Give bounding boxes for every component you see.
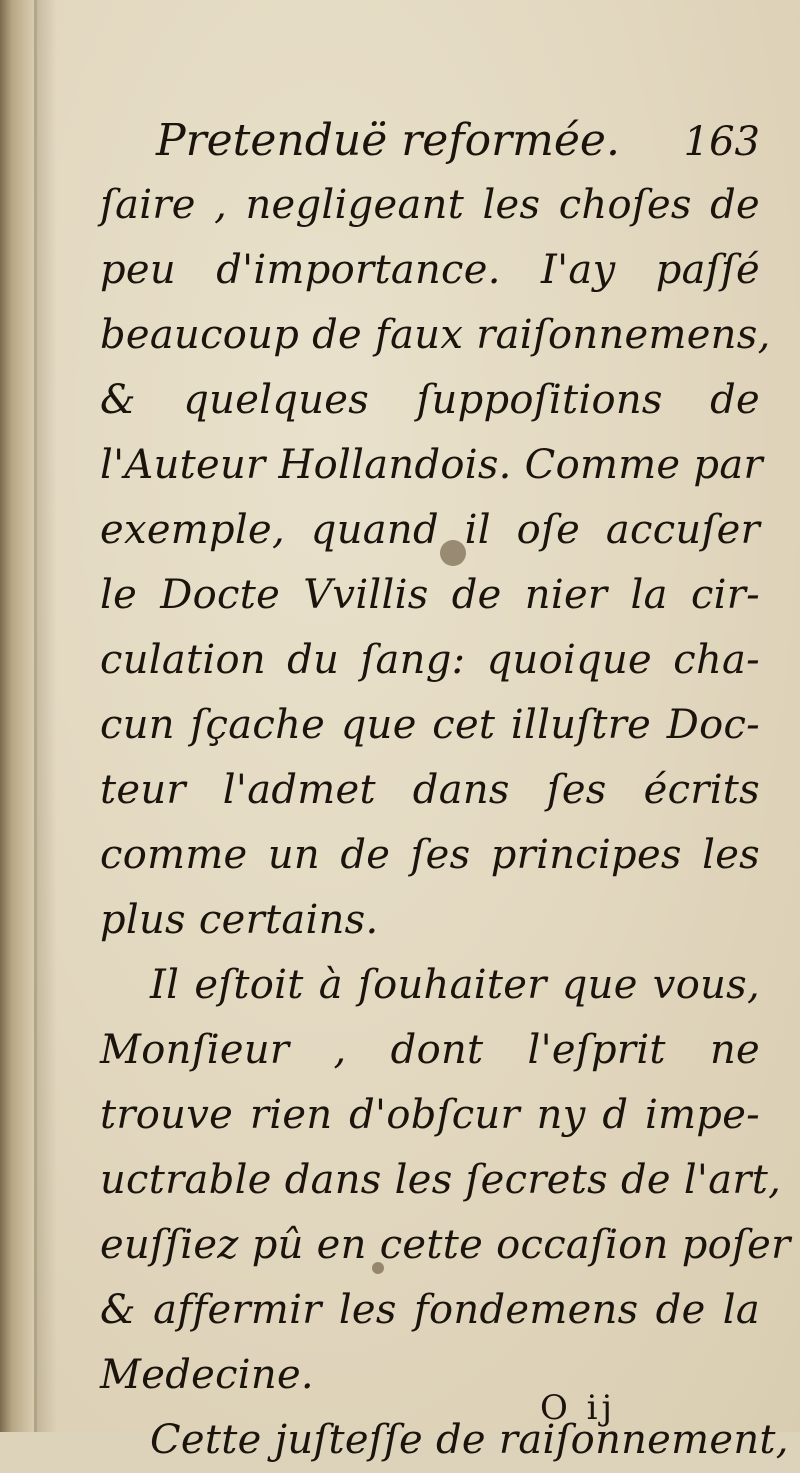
text-line: & affermir les fondemens de la <box>100 1287 760 1333</box>
running-title: Pretenduë reformée. <box>156 115 620 166</box>
text-line: peu d'importance. I'ay paſſé <box>100 247 760 293</box>
text-line: ſaire , negligeant les choſes de <box>100 182 760 228</box>
text-line: beaucoup de faux raiſonnemens, <box>100 312 771 358</box>
page-fold-shadow <box>37 0 57 1432</box>
page-number: 163 <box>683 119 760 165</box>
text-line: le Docte Vvillis de nier la cir- <box>100 572 760 618</box>
text-block <box>100 110 791 1473</box>
text-line: Medecine. <box>100 1352 314 1398</box>
text-line: teur l'admet dans ſes écrits <box>100 767 760 813</box>
text-line: cun ſçache que cet illuſtre Doc- <box>100 702 760 748</box>
running-header <box>100 110 760 173</box>
text-line: culation du ſang: quoique cha- <box>100 637 760 683</box>
text-line: comme un de ſes principes les <box>100 832 760 878</box>
text-line: plus certains. <box>100 897 379 943</box>
signature-mark: O ij <box>540 1388 617 1428</box>
book-spine <box>0 0 34 1432</box>
text-line: Monſieur , dont l'eſprit ne <box>100 1027 760 1073</box>
text-line: Il eſtoit à ſouhaiter que vous, <box>150 962 760 1008</box>
text-line: Cette juſteſſe de raiſonnement, <box>150 1417 789 1463</box>
text-line: euſſiez pû en cette occaſion poſer <box>100 1222 791 1268</box>
text-line: & quelques ſuppoſitions de <box>100 377 760 423</box>
text-line: uctrable dans les ſecrets de l'art, <box>100 1157 782 1203</box>
text-line: trouve rien d'obſcur ny d impe- <box>100 1092 760 1138</box>
text-line: exemple, quand il oſe accuſer <box>100 507 760 553</box>
text-line: l'Auteur Hollandois. Comme par <box>100 442 763 488</box>
